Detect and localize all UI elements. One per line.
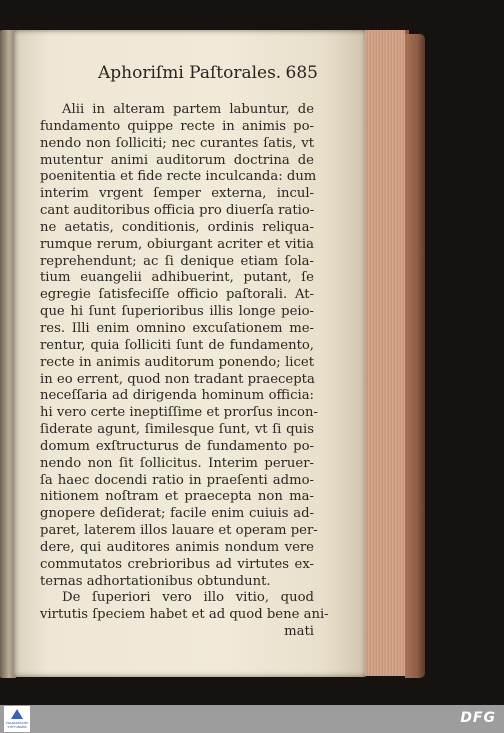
text-line: nendo non ſit ſollicitus. Interim peruer- xyxy=(40,455,314,471)
text-line: in eo errent, quod non tradant praecepta xyxy=(40,371,315,387)
text-line: nendo non ſolliciti; nec curantes ſatis, vt xyxy=(40,135,314,151)
book-cover-edge xyxy=(405,34,425,678)
running-title: Aphoriſmi Paſtorales. xyxy=(98,63,282,83)
logo-icon xyxy=(11,709,23,719)
page-block-edge xyxy=(365,30,409,676)
page-header xyxy=(98,63,318,85)
text-line: tium euangelii adhibuerint, putant, ſe xyxy=(40,270,314,286)
text-line: neceſſaria ad dirigenda hominum officia: xyxy=(40,388,314,404)
text-line: poenitentia et fide recte inculcanda: dum xyxy=(40,169,317,185)
dfg-logo[interactable]: DFG xyxy=(460,710,496,726)
text-line: rentur, quia ſolliciti ſunt de fundamento, xyxy=(40,337,314,353)
text-line: fundamento quippe recte in animis po- xyxy=(40,118,314,134)
body-text xyxy=(40,102,329,641)
library-logo[interactable] xyxy=(4,706,30,732)
text-line: ne aetatis, conditionis, ordinis reliqua- xyxy=(40,219,314,235)
catchword: mati xyxy=(284,624,314,640)
logo-text: FRANCKESCHE STIFTUNGEN xyxy=(5,721,29,729)
text-line: dere, qui auditores animis nondum vere xyxy=(40,539,314,555)
text-line: rumque rerum, obiurgant acriter et vitia xyxy=(40,236,314,252)
text-line: hi vero certe ineptiſſime et prorſus incon- xyxy=(40,405,318,421)
text-line: domum exſtructurus de fundamento po- xyxy=(40,438,314,454)
text-line: gnopere deſiderat; facile enim cuiuis ad- xyxy=(40,506,314,522)
text-line: ſiderate agunt, ſimilesque ſunt, vt ſi quis xyxy=(40,422,314,438)
text-line: De ſuperiori vero illo vitio, quod xyxy=(62,590,314,606)
text-line: res. Illi enim omnino excuſationem me- xyxy=(40,320,314,336)
text-line: nitionem noſtram et praecepta non ma- xyxy=(40,489,314,505)
text-line: Alii in alteram partem labuntur, de xyxy=(62,102,314,117)
text-line: ſa haec docendi ratio in praeſenti admo- xyxy=(40,472,314,488)
text-line: commutatos crebrioribus ad virtutes ex- xyxy=(40,556,314,572)
text-line: paret, laterem illos lauare et operam per- xyxy=(40,523,318,539)
viewer-footer-bar xyxy=(0,705,504,733)
text-line: mutentur animi auditorum doctrina de xyxy=(40,152,314,168)
text-line: recte in animis auditorum ponendo; licet xyxy=(40,354,314,370)
text-line: que hi ſunt ſuperioribus illis longe peio- xyxy=(40,304,314,320)
text-line: reprehendunt; ac ſi denique etiam ſola- xyxy=(40,253,314,269)
text-line: cant auditoribus officia pro diuerſa ratio- xyxy=(40,203,315,219)
text-line: ternas adhortationibus obtundunt. xyxy=(40,573,271,589)
page-number: 685 xyxy=(285,63,318,83)
text-line: egregie ſatisfeciſſe officio paſtorali. At- xyxy=(40,287,314,303)
text-line: interim vrgent ſemper externa, incul- xyxy=(40,186,314,202)
text-line: virtutis ſpeciem habet et ad quod bene ani- xyxy=(40,607,329,623)
